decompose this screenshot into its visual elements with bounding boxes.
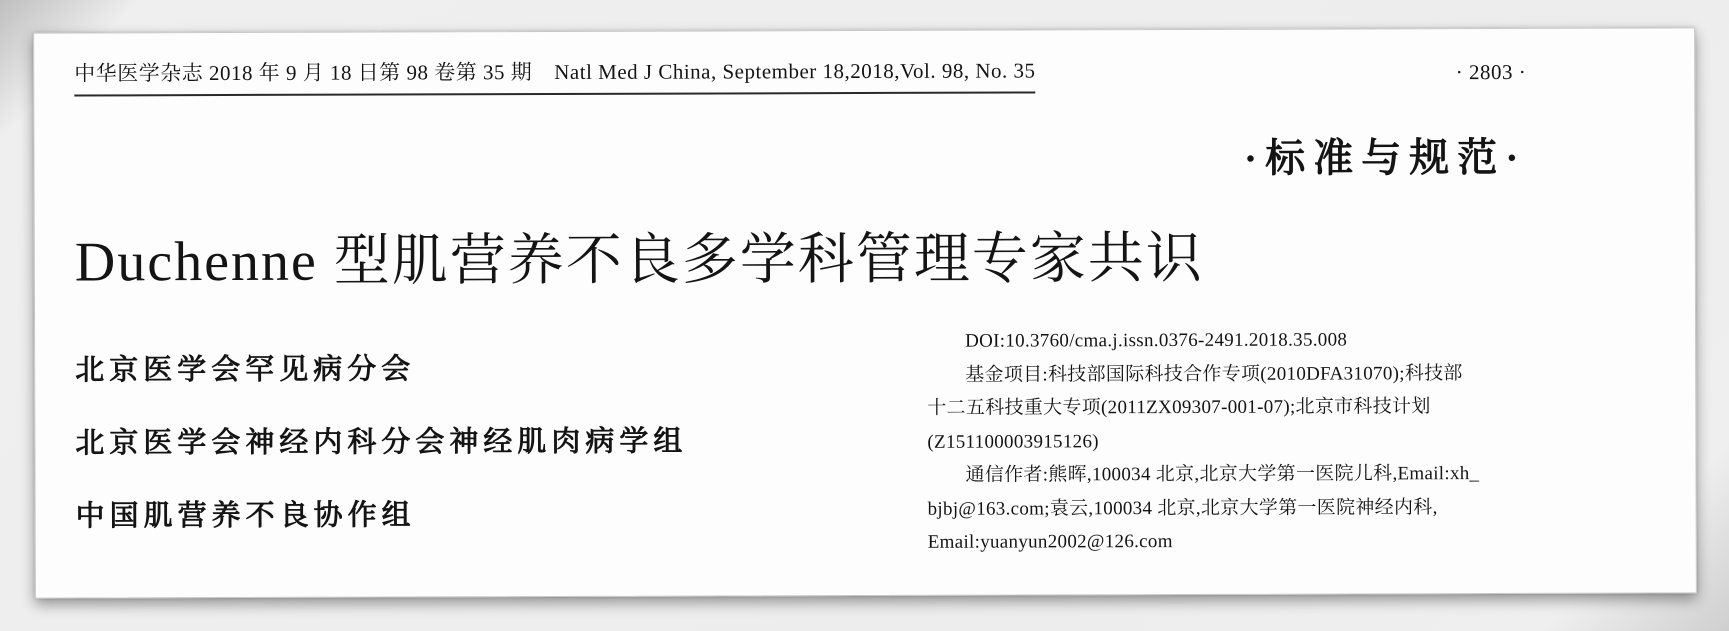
corresponding-author-line: bjbj@163.com;袁云,100034 北京,北京大学第一医院神经内科, xyxy=(927,496,1438,520)
journal-citation-line xyxy=(74,54,1035,96)
affiliation-line: 中国肌营养不良协作组 xyxy=(75,499,416,533)
article-title: Duchenne 型肌营养不良多学科管理专家共识 xyxy=(74,227,1204,294)
journal-citation-cn: 中华医学杂志 2018 年 9 月 18 日第 98 卷第 35 期 xyxy=(74,60,533,86)
affiliation-line: 北京医学会罕见病分会 xyxy=(75,353,416,387)
journal-running-head xyxy=(74,53,1526,97)
funding-line: 十二五科技重大专项(2011ZX09307-001-07);北京市科技计划 xyxy=(927,396,1431,419)
affiliation-line: 北京医学会神经内科分会神经肌肉病学组 xyxy=(75,425,688,460)
funding-line: 基金项目:科技部国际科技合作专项(2010DFA31070);科技部 xyxy=(965,362,1463,386)
corresponding-author-line: 通信作者:熊晖,100034 北京,北京大学第一医院儿科,Email:xh_ xyxy=(965,463,1480,486)
journal-citation-en: Natl Med J China, September 18,2018,Vol. 98, No. 35 xyxy=(554,58,1036,84)
corresponding-author-line: Email:yuanyun2002@126.com xyxy=(927,531,1173,553)
byline-columns xyxy=(75,323,1528,567)
funding-line: (Z151100003915126) xyxy=(927,430,1099,453)
author-affiliations xyxy=(75,345,928,567)
section-label: ·标准与规范· xyxy=(1243,134,1527,181)
page-number: · 2803 · xyxy=(1455,59,1527,85)
footnote-block xyxy=(927,323,1528,564)
doi-line: DOI:10.3760/cma.j.issn.0376-2491.2018.35.008 xyxy=(965,329,1348,352)
scanned-page xyxy=(33,27,1697,598)
